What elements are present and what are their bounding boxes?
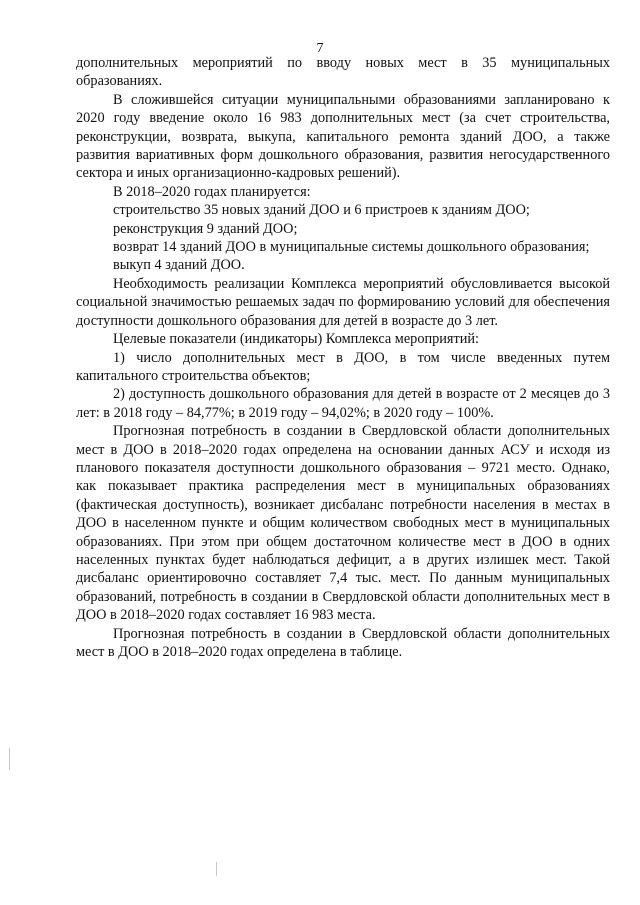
scan-mark bbox=[9, 748, 10, 770]
paragraph-forecast-need: Прогнозная потребность в создании в Свердловской области дополнительных мест в ДОО в 2018–2020 годах определена на основании данных АСУ и исходя из планового показателя доступности дошкольного образования – 9721 место. Однако, как показывает практика распределения мест в муниципальных образованиях (фактическая доступность), возникает дисбаланс потребности населения в местах в ДОО в населенном пункте и общим количеством свободных мест в муниципальных образованиях. При этом при общем достаточном количестве мест в ДОО в одних населенных пунктах будет наблюдаться дефицит, а в других излишек мест. Такой дисбаланс ориентировочно составляет 7,4 тыс. мест. По данным муниципальных образований, потребность в создании в Свердловской области дополнительных мест в ДОО в 2018–2020 годах составляет 16 983 места. bbox=[76, 423, 610, 624]
list-item-construction: строительство 35 новых зданий ДОО и 6 пристроев к зданиям ДОО; bbox=[113, 202, 530, 219]
paragraph-continuation: дополнительных мероприятий по вводу новых мест в 35 муниципальных образованиях. bbox=[76, 55, 610, 90]
list-item-purchase: выкуп 4 зданий ДОО. bbox=[113, 257, 245, 274]
document-body bbox=[76, 54, 610, 661]
paragraph-forecast-table-ref: Прогнозная потребность в создании в Свердловской области дополнительных мест в ДОО в 2018–2020 годах определена в таблице. bbox=[76, 625, 610, 660]
list-item-reconstruction: реконструкция 9 зданий ДОО; bbox=[113, 220, 298, 237]
page-number: 7 bbox=[316, 41, 324, 56]
list-item-return: возврат 14 зданий ДОО в муниципальные системы дошкольного образования; bbox=[113, 239, 590, 256]
indicator-item-1: 1) число дополнительных мест в ДОО, в том числе введенных путем капитального строительства объектов; bbox=[76, 349, 610, 384]
paragraph-indicators-intro: Целевые показатели (индикаторы) Комплекса мероприятий: bbox=[113, 331, 480, 348]
scan-mark bbox=[216, 862, 217, 876]
paragraph-necessity: Необходимость реализации Комплекса мероприятий обусловливается высокой социальной значимостью решаемых задач по формированию условий для обеспечения доступности дошкольного образования для детей в возрасте до 3 лет. bbox=[76, 275, 610, 329]
paragraph-situation: В сложившейся ситуации муниципальными образованиями запланировано к 2020 году введение около 16 983 дополнительных мест (за счет строительства, реконструкции, возврата, выкупа, капитального ремонта зданий ДОО, а также развития вариативных форм дошкольного образования, развития негосударственного сектора и иных организационно-кадровых решений). bbox=[76, 91, 610, 182]
indicator-item-2: 2) доступность дошкольного образования для детей в возрасте от 2 месяцев до 3 лет: в 2018 году – 84,77%; в 2019 году – 94,02%; в 2020 году – 100%. bbox=[76, 386, 610, 421]
paragraph-plan-intro: В 2018–2020 годах планируется: bbox=[113, 183, 311, 200]
